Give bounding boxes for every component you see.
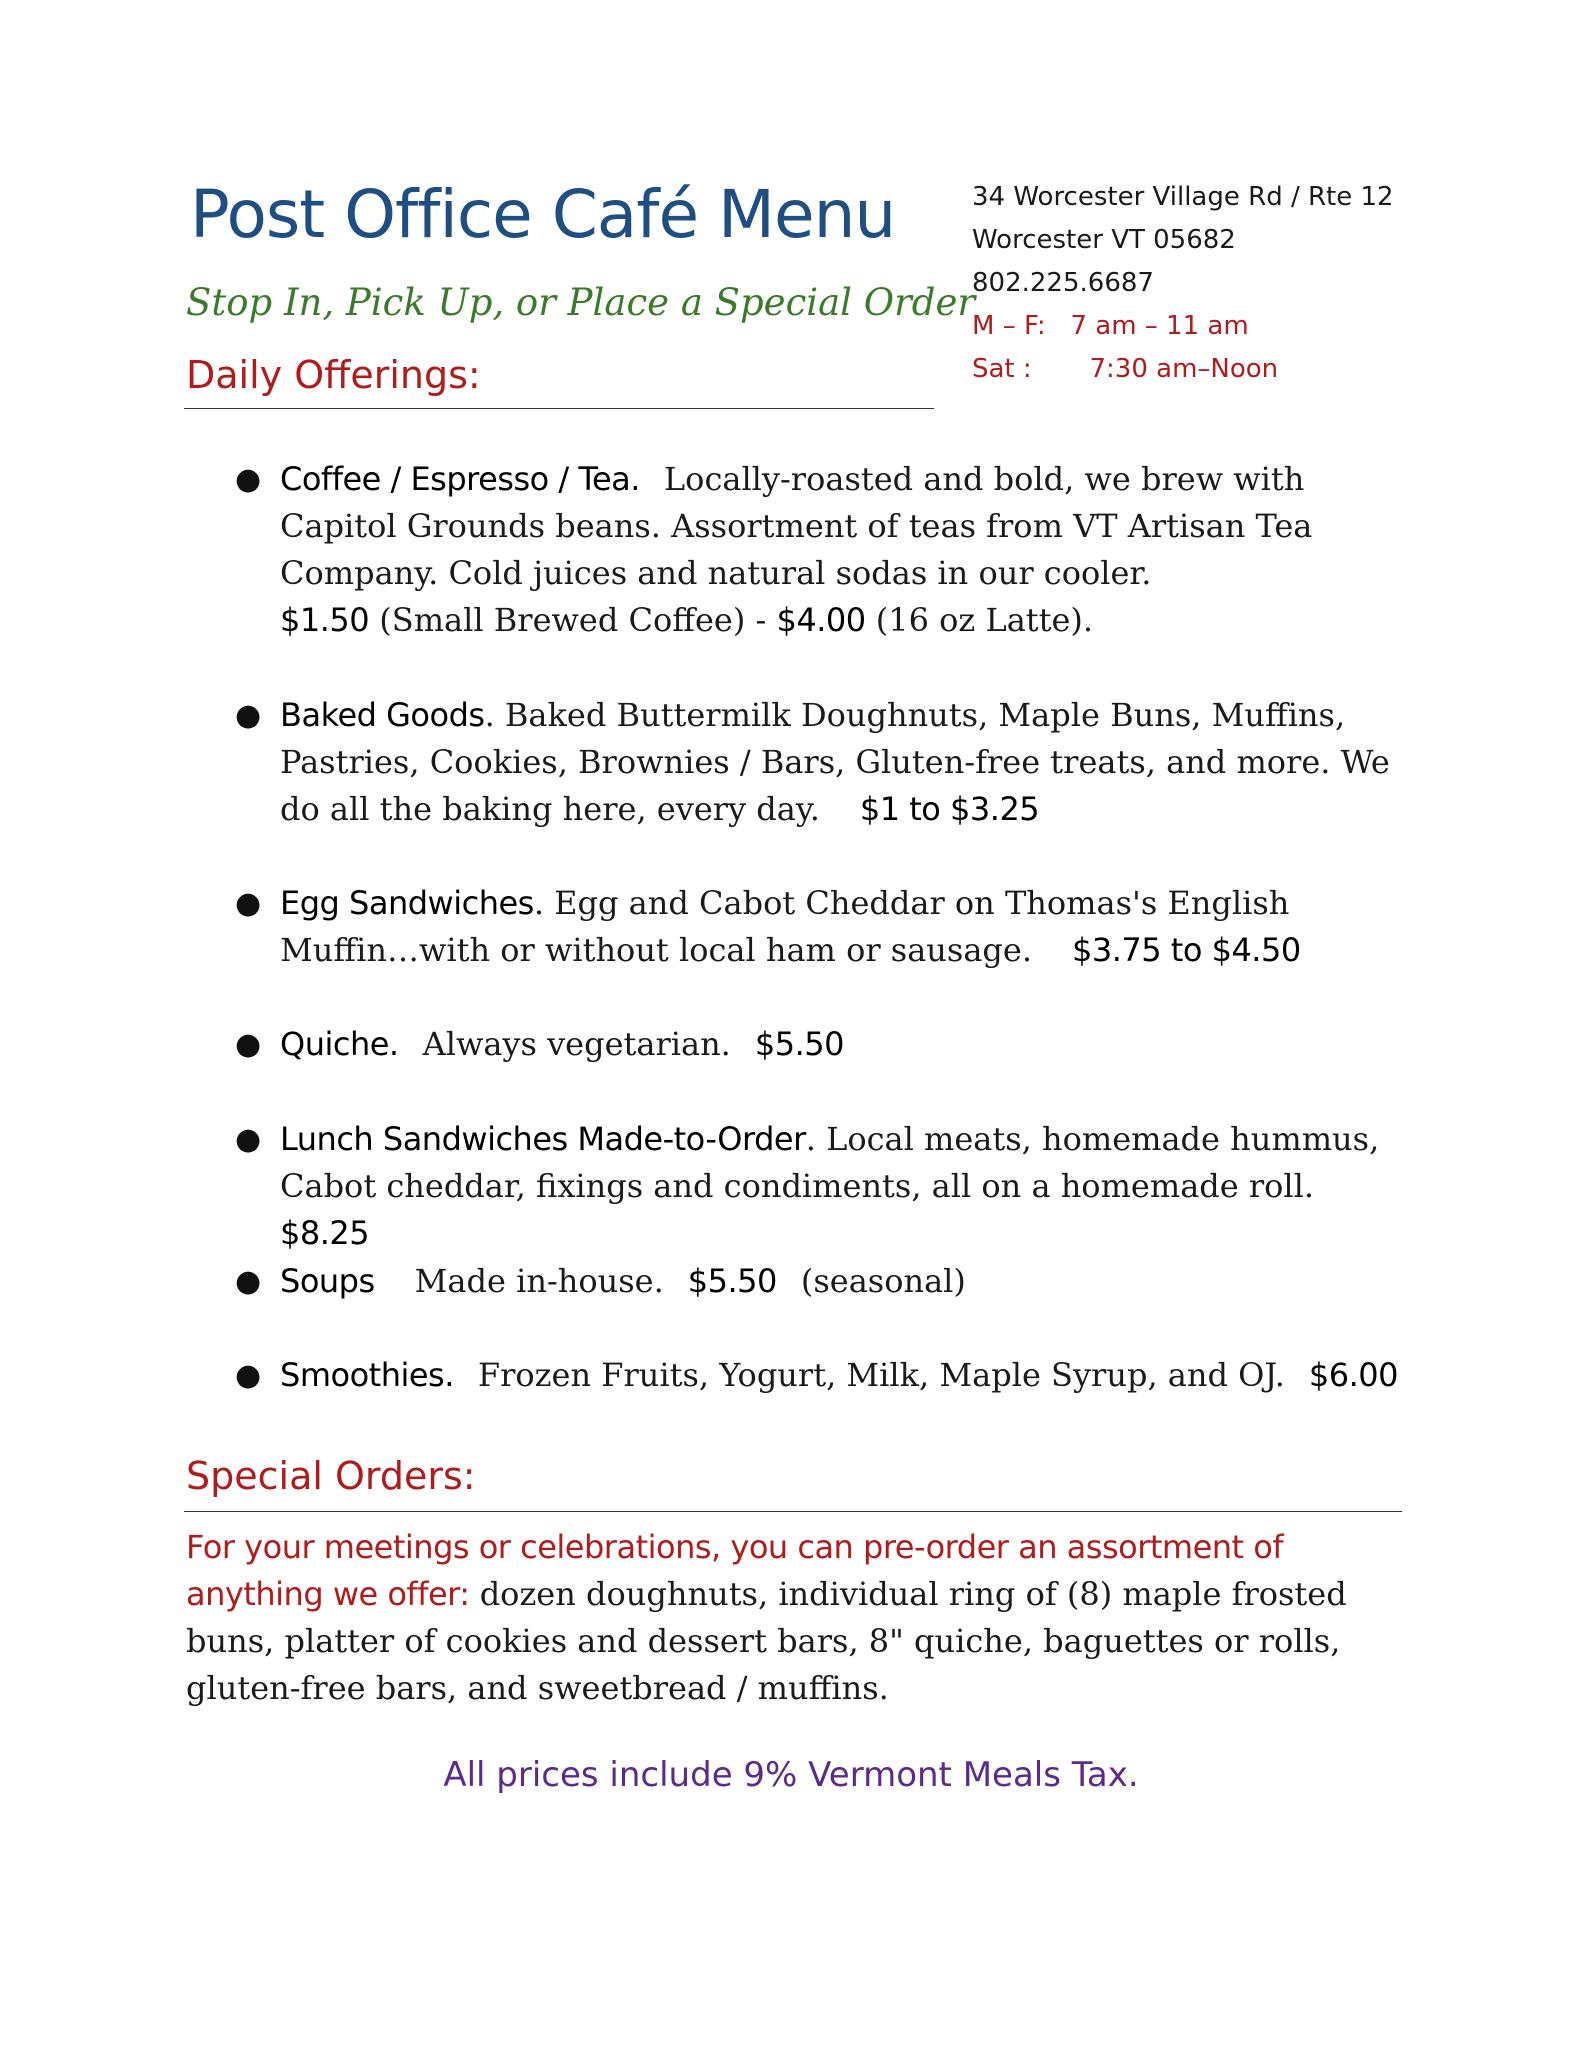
address-line-1: 34 Worcester Village Rd / Rte 12: [972, 182, 1394, 212]
item-price: $4.00: [776, 601, 866, 639]
address-line-2: Worcester VT 05682: [972, 225, 1236, 255]
list-item-quiche: [235, 1021, 1400, 1068]
hours-weekday: M – F: 7 am – 11 am: [972, 311, 1249, 341]
item-name: Lunch Sandwiches Made-to-Order: [280, 1120, 806, 1158]
item-description: Made in-house.: [414, 1262, 664, 1300]
item-description: Always vegetarian.: [422, 1025, 731, 1063]
daily-divider: [184, 408, 934, 409]
item-name: Smoothies.: [280, 1356, 454, 1394]
special-divider: [184, 1511, 1402, 1512]
special-orders-heading: Special Orders:: [186, 1454, 476, 1498]
item-price-note: (16 oz Latte).: [875, 601, 1094, 639]
hours-saturday: Sat : 7:30 am–Noon: [972, 354, 1279, 384]
item-price: $5.50: [687, 1262, 777, 1300]
list-item-coffee: [235, 456, 1400, 644]
bullet-icon: ●: [235, 1264, 262, 1299]
item-price: $6.00: [1308, 1356, 1398, 1394]
item-price-note: (Small Brewed Coffee) -: [379, 601, 767, 639]
bullet-icon: ●: [235, 1122, 262, 1157]
bullet-icon: ●: [235, 1027, 262, 1062]
special-orders-intro: For your meetings or celebrations, you can pre-order an assortment of anything we offer:: [186, 1528, 1284, 1613]
list-item-smoothies: [235, 1352, 1400, 1399]
item-description: . Egg and Cabot Cheddar on Thomas's English Muffin…with or without local ham or sausage.: [280, 884, 1290, 969]
item-price: $5.50: [754, 1025, 844, 1063]
item-name: Egg Sandwiches: [280, 884, 534, 922]
list-item-soups: [235, 1258, 1400, 1305]
bullet-icon: ●: [235, 698, 262, 733]
special-orders-text: [186, 1524, 1406, 1712]
bullet-icon: ●: [235, 462, 262, 497]
page-subtitle: Stop In, Pick Up, or Place a Special Order: [186, 281, 976, 324]
item-description: . Local meats, homemade hummus, Cabot cheddar, fixings and condiments, all on a homemade roll.: [280, 1120, 1380, 1205]
item-price: $8.25: [280, 1214, 370, 1252]
special-orders-list: dozen doughnuts, individual ring of (8) maple frosted buns, platter of cookies and dessert bars, 8" quiche, baguettes or rolls, gluten-free bars, and sweetbread / muffins.: [186, 1575, 1347, 1707]
item-description: Locally-roasted and bold, we brew with Capitol Grounds beans. Assortment of teas from VT Artisan Tea Company. Cold juices and natural sodas in our cooler.: [280, 460, 1313, 592]
item-price: $3.75 to $4.50: [1072, 931, 1301, 969]
item-description: . Baked Buttermilk Doughnuts, Maple Buns, Muffins, Pastries, Cookies, Brownies / Bars, Gluten-free treats, and more. We do all the baking here, every day.: [280, 696, 1390, 828]
daily-offerings-heading: Daily Offerings:: [186, 353, 481, 397]
contact-block: [972, 176, 1394, 391]
item-name: Quiche.: [280, 1025, 399, 1063]
tax-note: All prices include 9% Vermont Meals Tax.: [443, 1755, 1139, 1795]
item-name: Baked Goods: [280, 696, 485, 734]
list-item-egg-sandwiches: [235, 880, 1400, 974]
item-price: $1.50: [280, 601, 370, 639]
list-item-lunch-sandwiches: [235, 1116, 1400, 1257]
list-item-baked-goods: [235, 692, 1400, 833]
item-price: $1 to $3.25: [859, 790, 1040, 828]
page-title: Post Office Café Menu: [190, 176, 896, 253]
item-note: (seasonal): [800, 1262, 966, 1300]
item-name: Coffee / Espresso / Tea.: [280, 460, 640, 498]
item-description: Frozen Fruits, Yogurt, Milk, Maple Syrup, and OJ.: [477, 1356, 1285, 1394]
bullet-icon: ●: [235, 1358, 262, 1393]
bullet-icon: ●: [235, 886, 262, 921]
phone-number: 802.225.6687: [972, 268, 1154, 298]
item-name: Soups: [280, 1262, 375, 1300]
